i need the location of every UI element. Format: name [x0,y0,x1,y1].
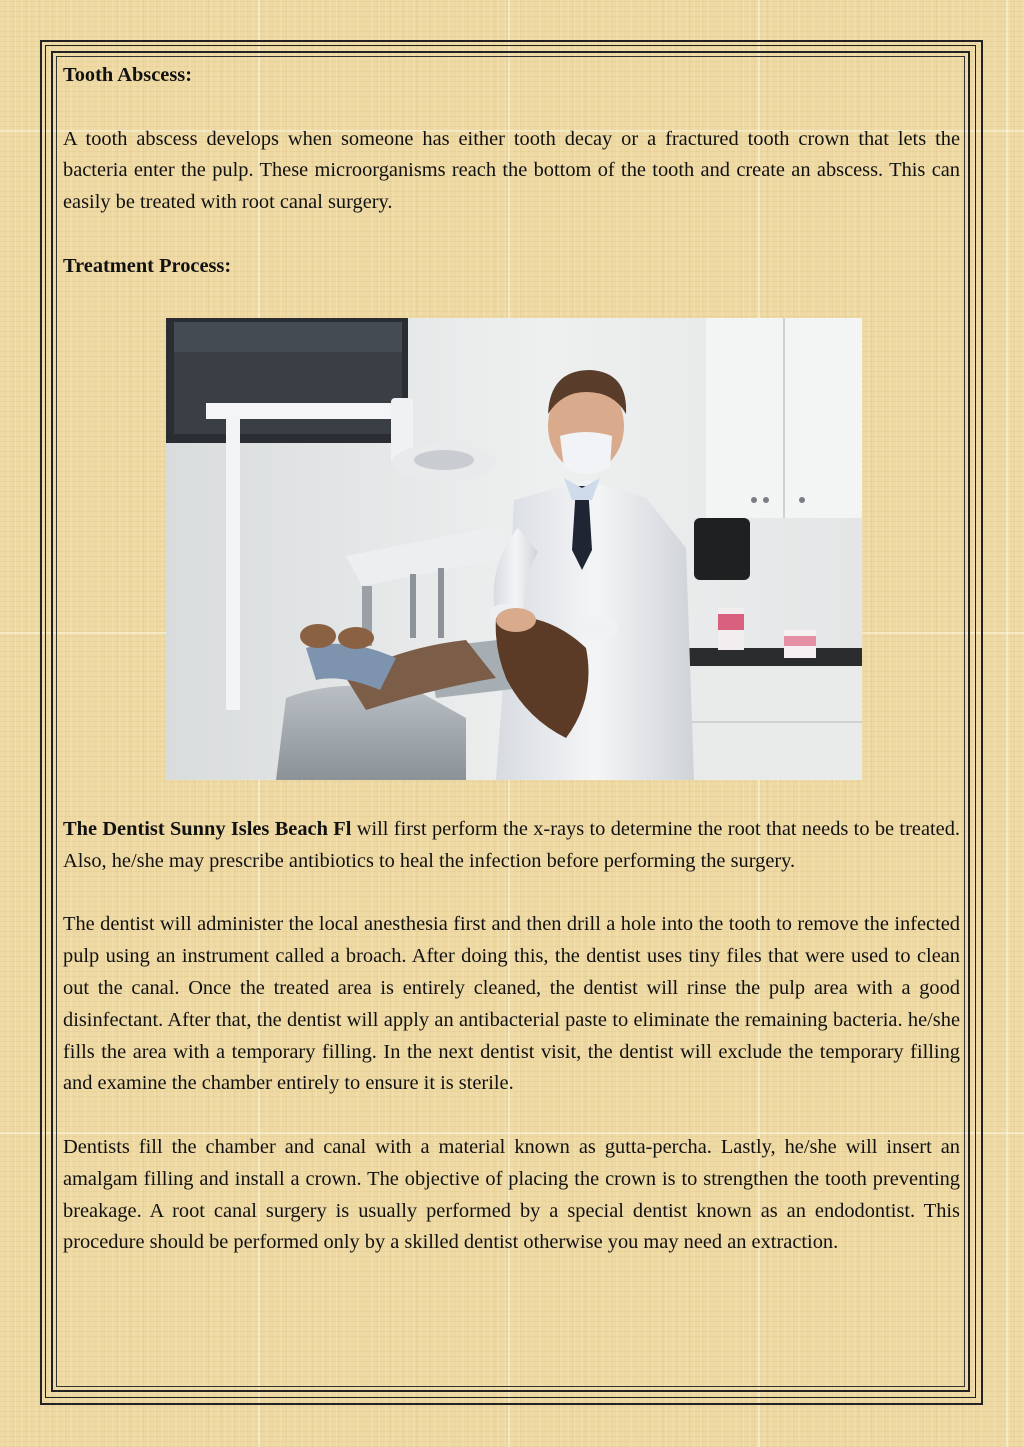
heading-treatment-process: Treatment Process: [63,254,232,277]
dentist-treating-patient-photo [166,318,862,780]
anesthesia-paragraph: The dentist will administer the local anesthesia first and then drill a hole into the tooth to remove the infected pulp using an instrument called a broach. After doing this, the dentist uses tiny files that were used to clean out the canal. Once the treated area is entirely cleaned, the dentist will rinse the pulp area with a good disinfectant. After that, the dentist will apply an antibacterial paste to eliminate the remaining bacteria. he/she fills the area with a temporary filling. In the next dentist visit, the dentist will exclude the temporary filling and examine the chamber entirely to ensure it is sterile. [63,913,960,1095]
spacer [63,219,960,251]
intro-section [63,60,960,283]
treatment-details [63,814,960,1259]
tooth-abscess-paragraph: A tooth abscess develops when someone has either tooth decay or a fractured tooth crown that lets the bacteria enter the pulp. These microorganisms reach the bottom of the tooth and create an abscess. This can easily be treated with root canal surgery. [63,127,960,214]
spacer [63,1100,960,1132]
background-seam [1006,0,1008,1447]
xray-paragraph-text: will first perform the x-rays to determine the root that needs to be treated. Also, he/she may prescribe antibiotics to heal the infection before performing the surgery. [63,818,960,872]
xray-paragraph [63,814,960,878]
spacer [63,92,960,124]
dentist-name-bold: The Dentist Sunny Isles Beach Fl [63,818,352,840]
gutta-percha-paragraph: Dentists fill the chamber and canal with a material known as gutta-percha. Lastly, he/she will insert an amalgam filling and install a crown. The objective of placing the crown is to strengthen the tooth preventing breakage. A root canal surgery is usually performed by a special dentist known as an endodontist. This procedure should be performed only by a skilled dentist otherwise you may need an extraction. [63,1135,960,1254]
spacer [63,878,960,910]
heading-tooth-abscess: Tooth Abscess: [63,64,192,86]
